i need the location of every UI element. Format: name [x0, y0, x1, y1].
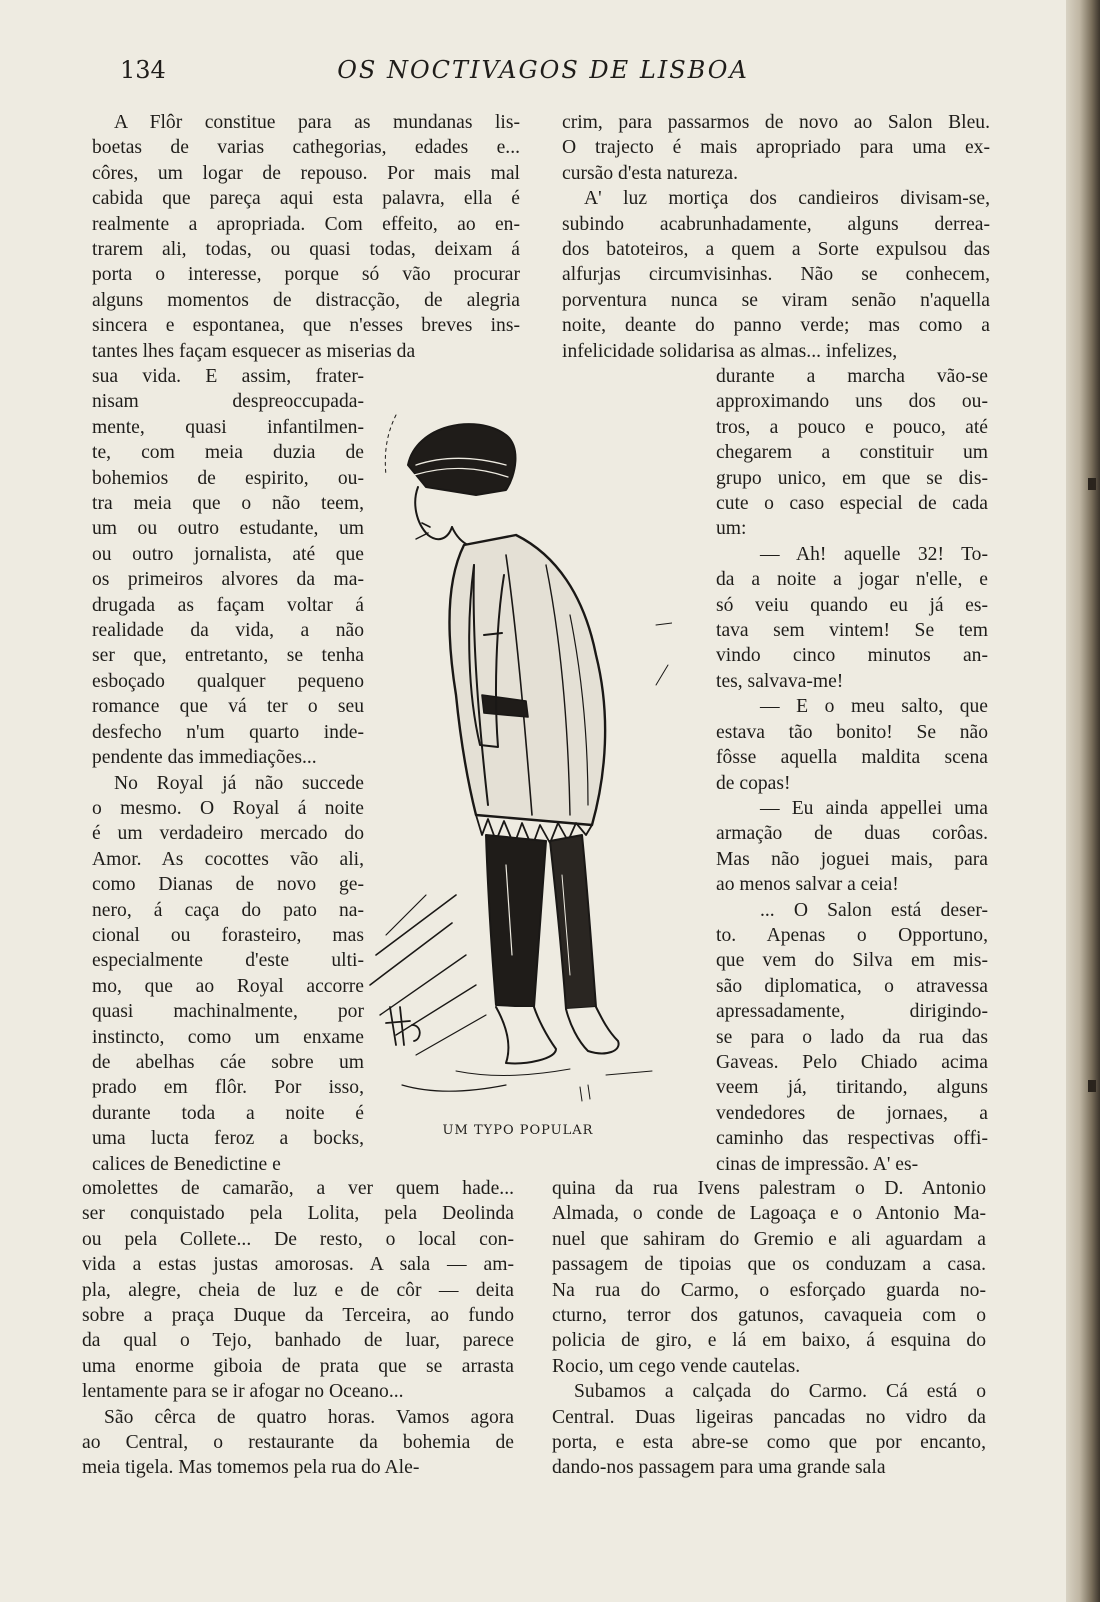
illustration-caption: UM TYPO POPULAR — [442, 1123, 594, 1138]
text-line: vendedores de jornaes, a — [716, 1102, 988, 1124]
text-line: subindo acabrunhadamente, alguns derrea- — [562, 213, 990, 235]
text-line: apressadamente, dirigindo- — [716, 1001, 988, 1023]
text-line: nuel que sahiram do Gremio e ali aguardam a — [552, 1228, 986, 1250]
text-line: tros, a pouco e pouco, até — [716, 416, 988, 438]
left-column-bottom — [82, 1176, 514, 1481]
text-line: sua vida. E assim, frater- — [92, 366, 364, 387]
text-line: porta, e esta abre-se como que por encanto, — [552, 1432, 986, 1454]
text-line: mo, que ao Royal accorre — [92, 975, 364, 997]
text-line: especialmente d'este ulti- — [92, 950, 364, 972]
text-line: Central. Duas ligeiras pancadas no vidro da — [552, 1406, 986, 1428]
text-line: porta o interesse, porque só vão procurar — [92, 264, 520, 286]
text-line: bohemios de espirito, ou- — [92, 467, 364, 489]
text-line: esboçado qualquer pequeno — [92, 670, 364, 692]
book-binding-edge — [1066, 0, 1100, 1602]
text-line: veem já, tiritando, alguns — [716, 1077, 988, 1099]
cap-shape — [408, 424, 515, 495]
text-line: grupo unico, em que se dis- — [716, 467, 988, 489]
text-line: omolettes de camarão, a ver quem hade... — [82, 1178, 514, 1199]
text-line: — E o meu salto, que — [760, 696, 988, 718]
right-column-top — [562, 110, 990, 364]
text-line: Gaveas. Pelo Chiado acima — [716, 1051, 988, 1073]
text-line: uma enorme giboia de prata que se arrasta — [82, 1355, 514, 1377]
text-line: côres, um logar de repouso. Por mais mal — [92, 162, 520, 184]
text-line: O trajecto é mais apropriado para uma ex- — [562, 137, 990, 159]
text-line: approximando uns dos ou- — [716, 391, 988, 413]
text-line: noite, deante do panno verde; mas como a — [562, 315, 990, 337]
right-foot — [566, 1007, 619, 1053]
street-boy-illustration — [356, 395, 672, 1111]
text-line: vindo cinco minutos an- — [716, 645, 988, 667]
text-line: tra meia que o não teem, — [92, 493, 364, 515]
running-title: OS NOCTIVAGOS DE LISBOA — [337, 56, 749, 84]
right-column-bottom — [552, 1176, 986, 1481]
text-line: fôsse aquella maldita scena — [716, 747, 988, 769]
text-line: ao menos salvar a ceia! — [716, 874, 899, 896]
left-column-narrow — [92, 364, 364, 1177]
text-line: Na rua do Carmo, o esforçado guarda no- — [552, 1279, 986, 1301]
text-line: infelicidade solidarisa as almas... infelizes, — [562, 340, 898, 362]
page-number: 134 — [120, 56, 166, 84]
text-line: de copas! — [716, 772, 791, 794]
text-line: que vem do Silva em mis- — [716, 950, 988, 972]
face-outline — [415, 487, 452, 539]
text-line: ou pela Collete... De resto, o local con- — [82, 1228, 514, 1250]
text-line: lentamente para se ir afogar no Oceano... — [82, 1381, 404, 1403]
text-line: A Flôr constitue para as mundanas lis- — [114, 112, 520, 133]
text-line: tantes lhes façam esquecer as miserias da — [92, 340, 416, 362]
artist-signature — [386, 1007, 420, 1045]
text-line: quina da rua Ivens palestram o D. Antonio — [552, 1178, 986, 1199]
left-column-top — [92, 110, 520, 364]
text-line: boetas de varias cathegorias, edades e... — [92, 137, 520, 159]
edge-mark — [1088, 1080, 1096, 1092]
text-line: to. Apenas o Opportuno, — [716, 924, 988, 946]
text-line: drugada as façam voltar á — [92, 594, 364, 616]
text-line: alfurjas circumvisinhas. Não se conhecem, — [562, 264, 990, 286]
text-line: da qual o Tejo, banhado de luar, parece — [82, 1330, 514, 1352]
text-line: chegarem a constituir um — [716, 442, 988, 464]
text-line: durante a marcha vão-se — [716, 366, 988, 387]
text-line: são diplomatica, o atravessa — [716, 975, 988, 997]
text-line: sincera e espontanea, que n'esses breves ins- — [92, 315, 520, 337]
text-line: São cêrca de quatro horas. Vamos agora — [104, 1406, 514, 1428]
text-line: porventura nunca se viram senão n'aquella — [562, 289, 990, 311]
text-line: os primeiros alvores da ma- — [92, 569, 364, 591]
text-line: cute o caso especial de cada — [716, 493, 988, 515]
text-line: vida a estas justas amorosas. A sala — am- — [82, 1254, 514, 1276]
text-line: estava tão bonito! Se não — [716, 721, 988, 743]
text-line: só veiu quando eu já es- — [716, 594, 988, 616]
text-line: romance que vá ter o seu — [92, 696, 364, 718]
text-line: armação de duas corôas. — [716, 823, 988, 845]
text-line: cturno, terror dos gatunos, cavaqueia com o — [552, 1305, 986, 1327]
text-line: tava sem vintem! Se tem — [716, 620, 988, 642]
text-line: quasi machinalmente, por — [92, 1001, 364, 1023]
text-line: ser que, entretanto, se tenha — [92, 645, 364, 667]
text-line: te, com meia duzia de — [92, 442, 364, 464]
text-line: nisam despreoccupada- — [92, 391, 364, 413]
text-line: Almada, o conde de Lagoaça e o Antonio Ma- — [552, 1203, 986, 1225]
text-line: dos batoteiros, a quem a Sorte expulsou das — [562, 239, 990, 261]
text-line: realidade da vida, a não — [92, 620, 364, 642]
text-line: Rocio, um cego vende cautelas. — [552, 1355, 801, 1377]
text-line: Amor. As cocottes vão ali, — [92, 848, 364, 870]
text-line: mente, quasi infantilmen- — [92, 416, 364, 438]
text-line: um: — [716, 518, 747, 540]
text-line: como Dianas de novo ge- — [92, 874, 364, 896]
text-line: o mesmo. O Royal á noite — [92, 797, 364, 819]
text-line: ao Central, o restaurante da bohemia de — [82, 1432, 514, 1454]
edge-mark — [1088, 478, 1096, 490]
trousers-shape — [486, 835, 546, 1007]
text-line: crim, para passarmos de novo ao Salon Bleu. — [562, 112, 990, 133]
text-line: é um verdadeiro mercado do — [92, 823, 364, 845]
text-line: pendente das immediações... — [92, 747, 317, 769]
text-line: realmente a apropriada. Com effeito, ao en- — [92, 213, 520, 235]
text-line: cabida que pareça aqui esta palavra, ella é — [92, 188, 520, 210]
text-line: se para o lado da rua das — [716, 1026, 988, 1048]
text-line: nero, á caça do pato na- — [92, 899, 364, 921]
text-line: Subamos a calçada do Carmo. Cá está o — [574, 1381, 986, 1403]
text-line: trarem ali, todas, ou quasi todas, deixam á — [92, 239, 520, 261]
text-line: instincto, como um enxame — [92, 1026, 364, 1048]
text-line: calices de Benedictine e — [92, 1153, 281, 1175]
right-column-narrow — [716, 364, 988, 1177]
text-line: sobre a praça Duque da Terceira, ao fundo — [82, 1305, 514, 1327]
text-line: caminho das respectivas offi- — [716, 1128, 988, 1150]
text-line: um ou outro estudante, um — [92, 518, 364, 540]
text-line: policia de giro, e lá em baixo, á esquina do — [552, 1330, 986, 1352]
text-line: A' luz mortiça dos candieiros divisam-se, — [584, 188, 990, 210]
text-line: da a noite a jogar n'elle, e — [716, 569, 988, 591]
text-line: ... O Salon está deser- — [760, 899, 988, 921]
text-line: No Royal já não succede — [114, 772, 364, 794]
text-line: durante toda a noite é — [92, 1102, 364, 1124]
text-line: passagem de tipoias que os conduzam a casa. — [552, 1254, 986, 1276]
text-line: uma lucta feroz a bocks, — [92, 1128, 364, 1150]
text-line: pla, alegre, cheia de luz e de côr — deita — [82, 1279, 514, 1301]
text-line: de abelhas cáe sobre um — [92, 1051, 364, 1073]
text-line: — Eu ainda appellei uma — [760, 797, 988, 819]
text-line: cursão d'esta natureza. — [562, 162, 738, 184]
text-line: — Ah! aquelle 32! To- — [760, 543, 988, 565]
text-line: cinas de impressão. A' es- — [716, 1153, 919, 1175]
page-header — [0, 56, 1066, 90]
text-line: ser conquistado pela Lolita, pela Deolinda — [82, 1203, 514, 1225]
text-line: dando-nos passagem para uma grande sala — [552, 1457, 886, 1479]
text-line: desfecho n'um quarto inde- — [92, 721, 364, 743]
text-line: prado em flôr. Por isso, — [92, 1077, 364, 1099]
left-foot — [496, 1007, 556, 1063]
text-line: ou outro jornalista, até que — [92, 543, 364, 565]
text-line: meia tigela. Mas tomemos pela rua do Ale- — [82, 1457, 420, 1479]
text-line: tes, salvava-me! — [716, 670, 844, 692]
text-line: alguns momentos de distracção, de alegria — [92, 289, 520, 311]
text-line: Mas não joguei mais, para — [716, 848, 988, 870]
text-line: cional ou forasteiro, mas — [92, 924, 364, 946]
